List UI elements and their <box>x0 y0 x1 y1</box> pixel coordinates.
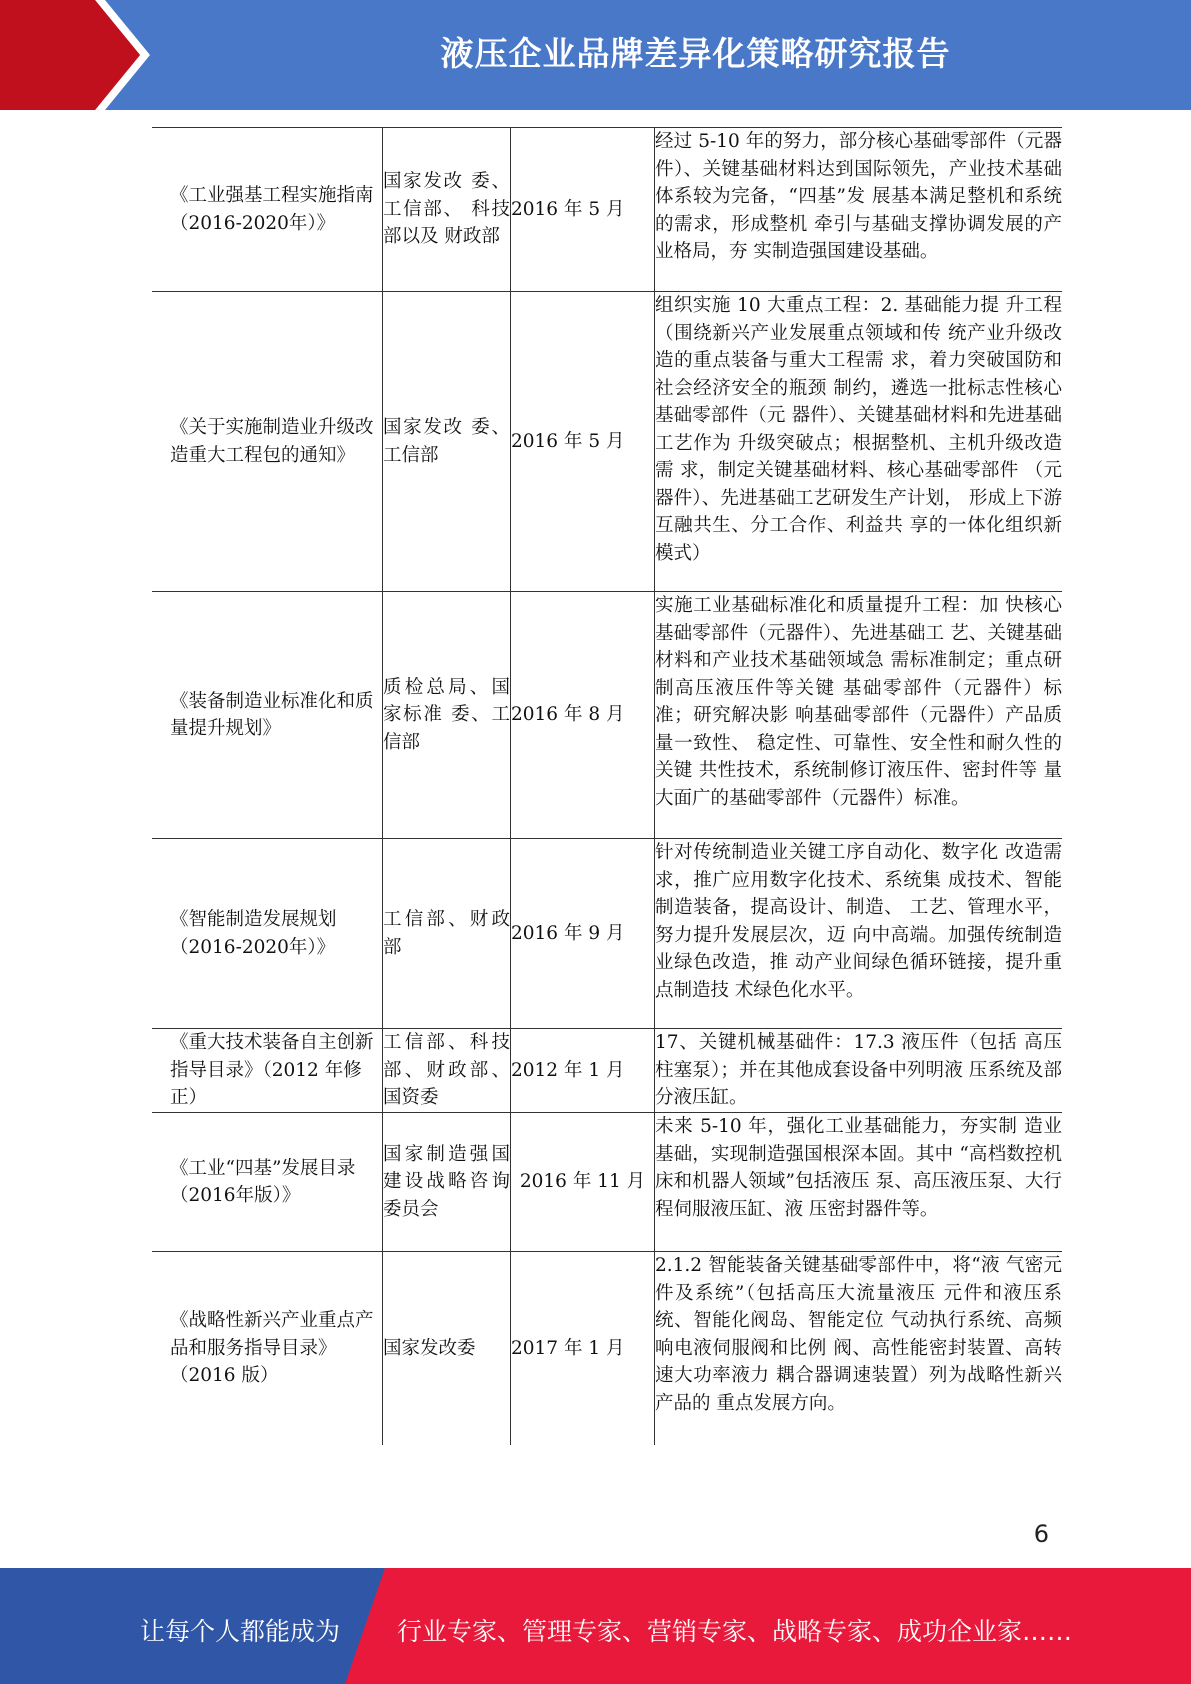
policy-department: 工信部、财政部 <box>383 839 511 1029</box>
policy-name: 《战略性新兴产业重点产品和服务指导目录》（2016 版） <box>152 1252 383 1445</box>
table-row <box>152 128 1062 292</box>
policy-department: 国家发改 委、工信部 <box>383 292 511 592</box>
policy-date: 2016 年 5 月 <box>511 292 655 592</box>
policy-date: 2016 年 11 月 <box>511 1113 655 1252</box>
policy-department: 国家制造强国建设战略咨询委员会 <box>383 1113 511 1252</box>
policy-name: 《重大技术装备自主创新指导目录》（2012 年修正） <box>152 1029 383 1113</box>
page-header <box>0 0 1191 110</box>
page-number: 6 <box>1033 1520 1049 1548</box>
policy-content: 针对传统制造业关键工序自动化、数字化 改造需求，推广应用数字化技术、系统集 成技术、智能制造装备，提高设计、制造、 工艺、管理水平，努力提升发展层次，迈 向中高端。加强传统制造业绿色改造，推 动产业间绿色循环链接，提升重点制造技 术绿色化水平。 <box>655 839 1063 1029</box>
policy-date: 2016 年 5 月 <box>511 128 655 292</box>
table-row <box>152 1029 1062 1113</box>
policy-date: 2012 年 1 月 <box>511 1029 655 1113</box>
policy-content: 经过 5-10 年的努力，部分核心基础零部件（元器件）、关键基础材料达到国际领先，产业技术基础体系较为完备，“四基”发 展基本满足整机和系统的需求，形成整机 牵引与基础支撑协调发展的产业格局，夯 实制造强国建设基础。 <box>655 128 1063 292</box>
policy-content: 2.1.2 智能装备关键基础零部件中，将“液 气密元件及系统”（包括高压大流量液压 元件和液压系统、智能化阀岛、智能定位 气动执行系统、高频响电液伺服阀和比例 阀、高性能密封装置、高转速大功率液力 耦合器调速装置）列为战略性新兴产品的 重点发展方向。 <box>655 1255 1062 1414</box>
policy-name: 《智能制造发展规划（2016-2020年）》 <box>152 839 383 1029</box>
page-footer <box>0 1568 1191 1684</box>
policy-content: 17、关键机械基础件：17.3 液压件（包括 高压柱塞泵）；并在其他成套设备中列明液 压系统及部分液压缸。 <box>655 1029 1063 1113</box>
header-chevron-decoration <box>0 0 160 110</box>
table-row <box>152 1252 1062 1445</box>
policy-date: 2017 年 1 月 <box>511 1252 655 1445</box>
policy-name: 《工业强基工程实施指南（2016-2020年）》 <box>152 128 383 292</box>
policy-content: 未来 5-10 年，强化工业基础能力，夯实制 造业基础，实现制造强国根深本固。其中 “高档数控机床和机器人领域”包括液压 泵、高压液压泵、大行程伺服液压缸、液 压密封器件等。 <box>655 1113 1063 1252</box>
footer-slogan-right: 行业专家、管理专家、营销专家、战略专家、成功企业家…… <box>397 1617 1073 1646</box>
policy-name: 《装备制造业标准化和质量提升规划》 <box>152 592 383 839</box>
policy-department: 国家发改 委、工信部、 科技部以及 财政部 <box>383 128 511 292</box>
policy-date: 2016 年 8 月 <box>511 592 655 839</box>
policy-name: 《工业“四基”发展目录（2016年版）》 <box>152 1113 383 1252</box>
table-row <box>152 839 1062 1029</box>
table-row <box>152 1113 1062 1252</box>
table-row <box>152 292 1062 592</box>
report-title: 液压企业品牌差异化策略研究报告 <box>440 34 951 73</box>
policy-content: 实施工业基础标准化和质量提升工程：加 快核心基础零部件（元器件）、先进基础工 艺、关键基础材料和产业技术基础领域急 需标准制定；重点研制高压液压件等关键 基础零部件（元器件）标准；研究解决影 响基础零部件（元器件）产品质量一致性、 稳定性、可靠性、安全性和耐久性的关键 共性技术，系统制修订液压件、密封件等 量大面广的基础零部件（元器件）标准。 <box>655 592 1063 839</box>
table-row <box>152 592 1062 839</box>
policy-name: 《关于实施制造业升级改造重大工程包的通知》 <box>152 292 383 592</box>
policy-department: 工信部、科技部、财政部、国资委 <box>383 1029 511 1113</box>
policy-department: 国家发改委 <box>383 1252 511 1445</box>
policy-content: 组织实施 10 大重点工程：2. 基础能力提 升工程（围绕新兴产业发展重点领域和传 统产业升级改造的重点装备与重大工程需 求，着力突破国防和社会经济安全的瓶颈 制约，遴选一批标志性核心基础零部件（元 器件）、关键基础材料和先进基础工艺作为 升级突破点；根据整机、主机升级改造需 求，制定关键基础材料、核心基础零部件 （元器件）、先进基础工艺研发生产计划， 形成上下游互融共生、分工合作、利益共 享的一体化组织新模式） <box>655 292 1063 592</box>
policy-date: 2016 年 9 月 <box>511 839 655 1029</box>
policy-table <box>152 127 1062 1445</box>
policy-department: 质检总局、国家标准 委、工信部 <box>383 592 511 839</box>
footer-slogan-left: 让每个人都能成为 <box>140 1617 341 1646</box>
